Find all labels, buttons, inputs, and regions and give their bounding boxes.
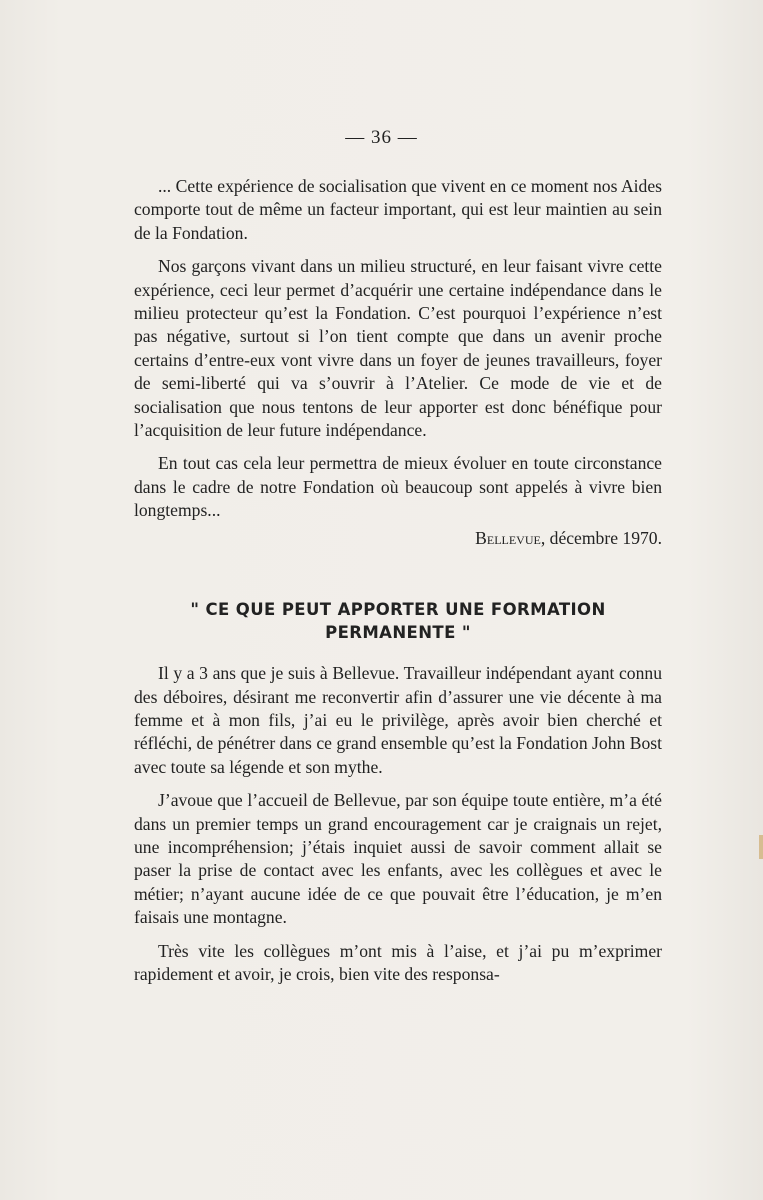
heading-line-2: PERMANENTE " <box>325 623 471 643</box>
paragraph: En tout cas cela leur permettra de mieux évoluer en toute circonstance dans le cadre de notre Fondation où beaucoup sont appelés à vivre bien longtemps... <box>134 453 662 521</box>
page-number: — 36 — <box>345 127 418 148</box>
signature-place: Bellevue <box>475 527 541 548</box>
section-heading <box>134 598 662 644</box>
paragraph: ... Cette expérience de socialisation que vivent en ce moment nos Aides comporte tout de même un facteur important, qui est leur maintien au sein de la Fondation. <box>134 176 662 243</box>
heading-line-1: " CE QUE PEUT APPORTER UNE FORMATION <box>190 600 606 620</box>
section-formation <box>134 598 662 986</box>
signature-line <box>134 527 662 550</box>
paragraph: Il y a 3 ans que je suis à Bellevue. Travailleur indépendant ayant connu des déboires, désirant me reconvertir afin d’assurer une vie décente à ma femme et à mon fils, j’ai eu le privilège, après avoir bien cherché et réfléchi, de pénétrer dans ce grand ensemble qu’est la Fondation John Bost avec toute sa légende et son mythe. <box>134 663 662 777</box>
section-socialisation <box>134 175 662 550</box>
page-body <box>134 175 662 996</box>
signature-date: , décembre 1970. <box>540 527 662 548</box>
paragraph: J’avoue que l’accueil de Bellevue, par son équipe toute entière, m’a été dans un premier temps un grand encouragement car je craignais un rejet, une incompréhension; j’étais inquiet aussi de savoir comment allait se paser la prise de contact avec les enfants, avec les collègues et avec le métier; n’ayant aucune idée de ce que pouvait être l’éducation, je m’en faisais une montagne. <box>134 790 662 928</box>
paragraph: Nos garçons vivant dans un milieu structuré, en leur faisant vivre cette expérience, ceci leur permet d’acquérir une certaine indépendance dans le milieu protecteur qu’est la Fondation. C’est pourquoi l’expérience n’est pas négative, surtout si l’on tient compte que dans un avenir proche certains d’entre-eux vont vivre dans un foyer de jeunes travailleurs, foyer de semi-liberté qui va s’ouvrir à l’Atelier. Ce mode de vie et de socialisation que nous tentons de leur apporter est donc bénéfique pour l’acquisition de leur future indépendance. <box>134 256 662 441</box>
paper-edge-mark <box>759 835 763 859</box>
paragraph: Très vite les collègues m’ont mis à l’aise, et j’ai pu m’exprimer rapidement et avoir, je crois, bien vite des responsa- <box>134 940 662 984</box>
